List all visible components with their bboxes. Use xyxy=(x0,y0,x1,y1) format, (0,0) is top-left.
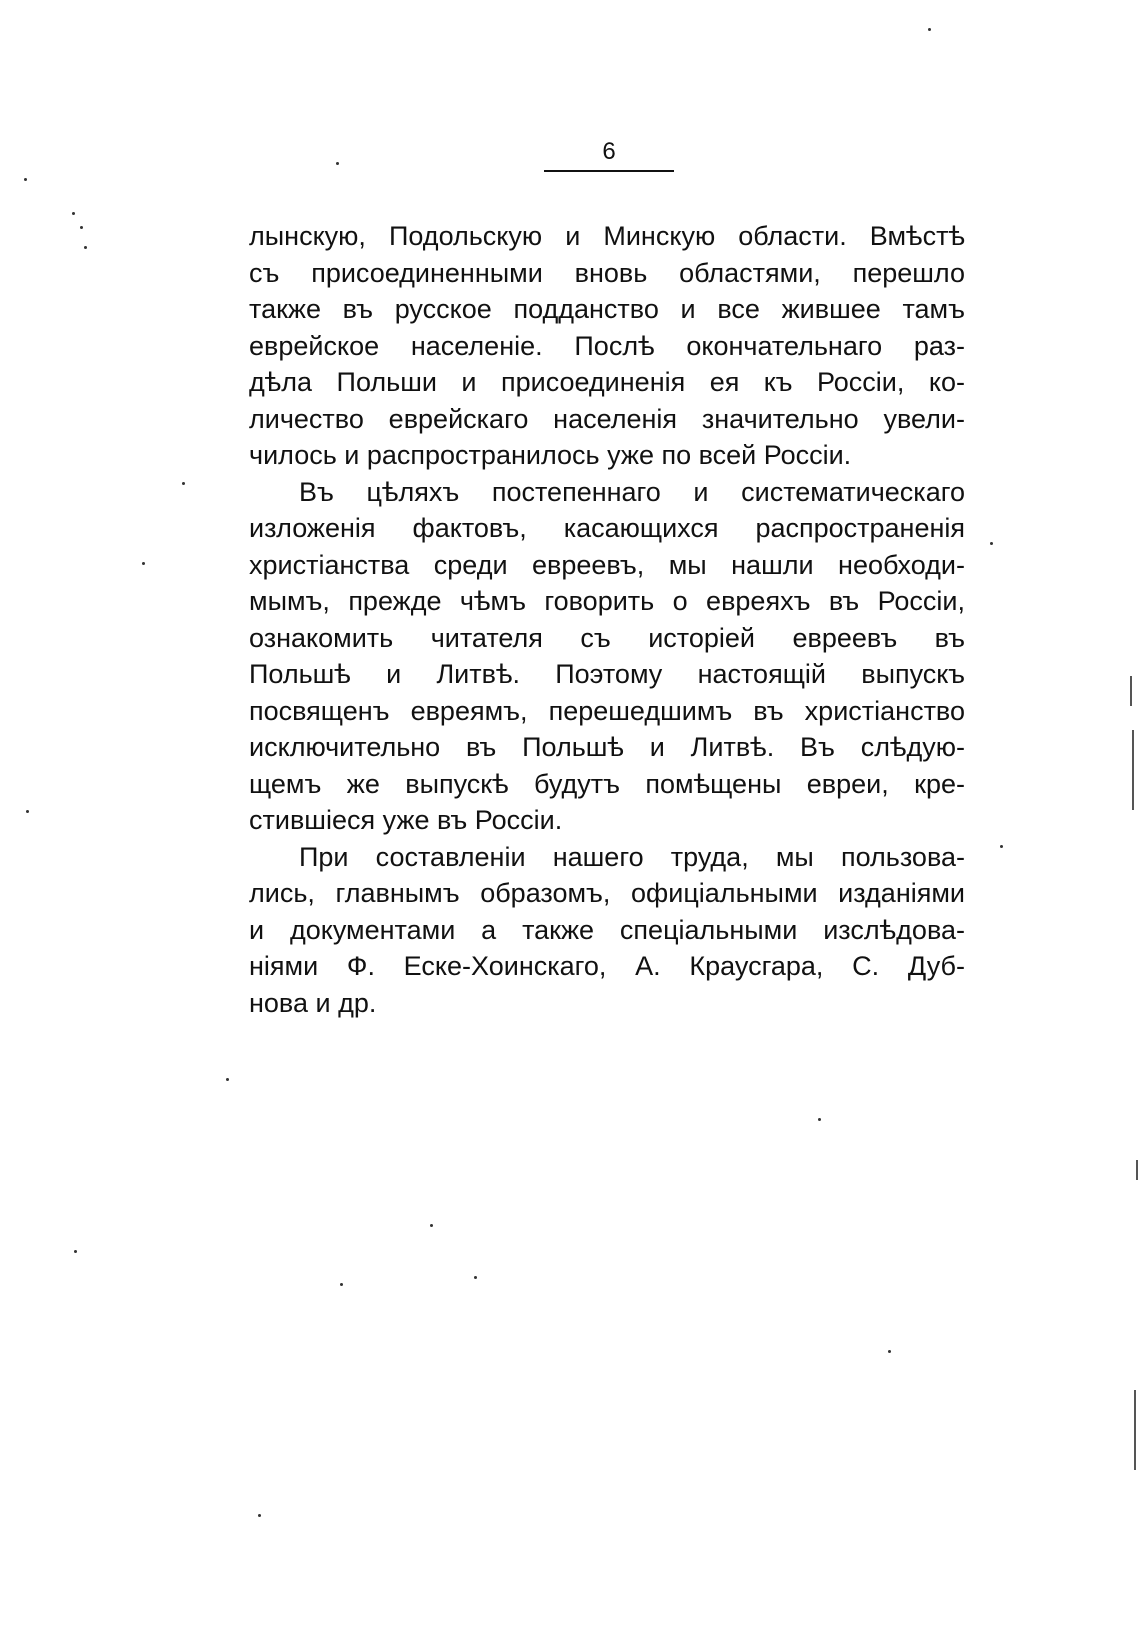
scan-speck xyxy=(336,162,339,165)
scan-speck xyxy=(928,28,931,31)
text-line: мымъ, прежде чѣмъ говорить о евреяхъ въ Россіи, xyxy=(249,586,965,616)
scan-speck xyxy=(888,1350,891,1353)
text-line: Польшѣ и Литвѣ. Поэтому настоящій выпускъ xyxy=(249,659,965,689)
text-line: щемъ же выпускѣ будутъ помѣщены евреи, кре- xyxy=(249,768,965,799)
scan-speck xyxy=(226,1078,229,1081)
page-number: 6 xyxy=(602,138,616,165)
text-line: еврейское населеніе. Послѣ окончательнаго раз- xyxy=(249,330,965,361)
body-text xyxy=(249,218,965,1021)
text-line: лись, главнымъ образомъ, офиціальными изданіями xyxy=(249,878,965,908)
text-line: нова и др. xyxy=(249,987,377,1018)
text-line: исключительно въ Польшѣ и Литвѣ. Въ слѣдую- xyxy=(249,732,965,762)
scan-speck xyxy=(72,212,75,215)
text-line: изложенія фактовъ, касающихся распространенія xyxy=(249,513,965,543)
scan-speck xyxy=(990,542,993,545)
scan-speck xyxy=(1000,845,1003,848)
text-line: дѣла Польши и присоединенія ея къ Россіи, ко- xyxy=(249,367,965,397)
page-number-rule xyxy=(544,170,674,172)
scan-speck xyxy=(142,562,145,565)
paragraph-first-line: Въ цѣляхъ постепеннаго и систематическаго xyxy=(299,476,965,507)
scan-speck xyxy=(182,482,185,485)
scan-speck xyxy=(84,246,87,249)
paragraph-first-line: При составленіи нашего труда, мы пользова- xyxy=(299,841,965,872)
text-line: посвященъ евреямъ, перешедшимъ въ христіанство xyxy=(249,695,965,726)
scan-speck xyxy=(340,1283,343,1286)
scan-speck xyxy=(474,1276,477,1279)
text-line: ознакомить читателя съ исторіей евреевъ въ xyxy=(249,622,965,653)
scan-speck xyxy=(818,1118,821,1121)
scan-speck xyxy=(74,1250,77,1253)
text-line: чилось и распространилось уже по всей Россіи. xyxy=(249,440,852,470)
scan-speck xyxy=(24,178,27,181)
scan-edge-mark xyxy=(1136,1160,1138,1180)
text-line: стившіеся уже въ Россіи. xyxy=(249,805,563,835)
text-line: и документами а также спеціальными изслѣдова- xyxy=(249,914,965,945)
scan-edge-mark xyxy=(1132,730,1134,810)
scan-speck xyxy=(258,1514,261,1517)
text-line: съ присоединенными вновь областями, перешло xyxy=(249,257,965,288)
text-line: также въ русское подданство и все жившее тамъ xyxy=(249,294,965,324)
scan-edge-mark xyxy=(1134,1390,1136,1470)
scan-edge-mark xyxy=(1130,676,1132,706)
text-line: ніями Ф. Еске-Хоинскаго, А. Краусгара, С. Дуб- xyxy=(249,951,965,981)
scan-speck xyxy=(26,810,29,813)
text-line: христіанства среди евреевъ, мы нашли необходи- xyxy=(249,549,965,580)
text-line: лынскую, Подольскую и Минскую области. Вмѣстѣ xyxy=(249,221,965,251)
text-line: личество еврейскаго населенія значительно увели- xyxy=(249,403,965,434)
scan-speck xyxy=(80,226,83,229)
scan-speck xyxy=(430,1224,433,1227)
